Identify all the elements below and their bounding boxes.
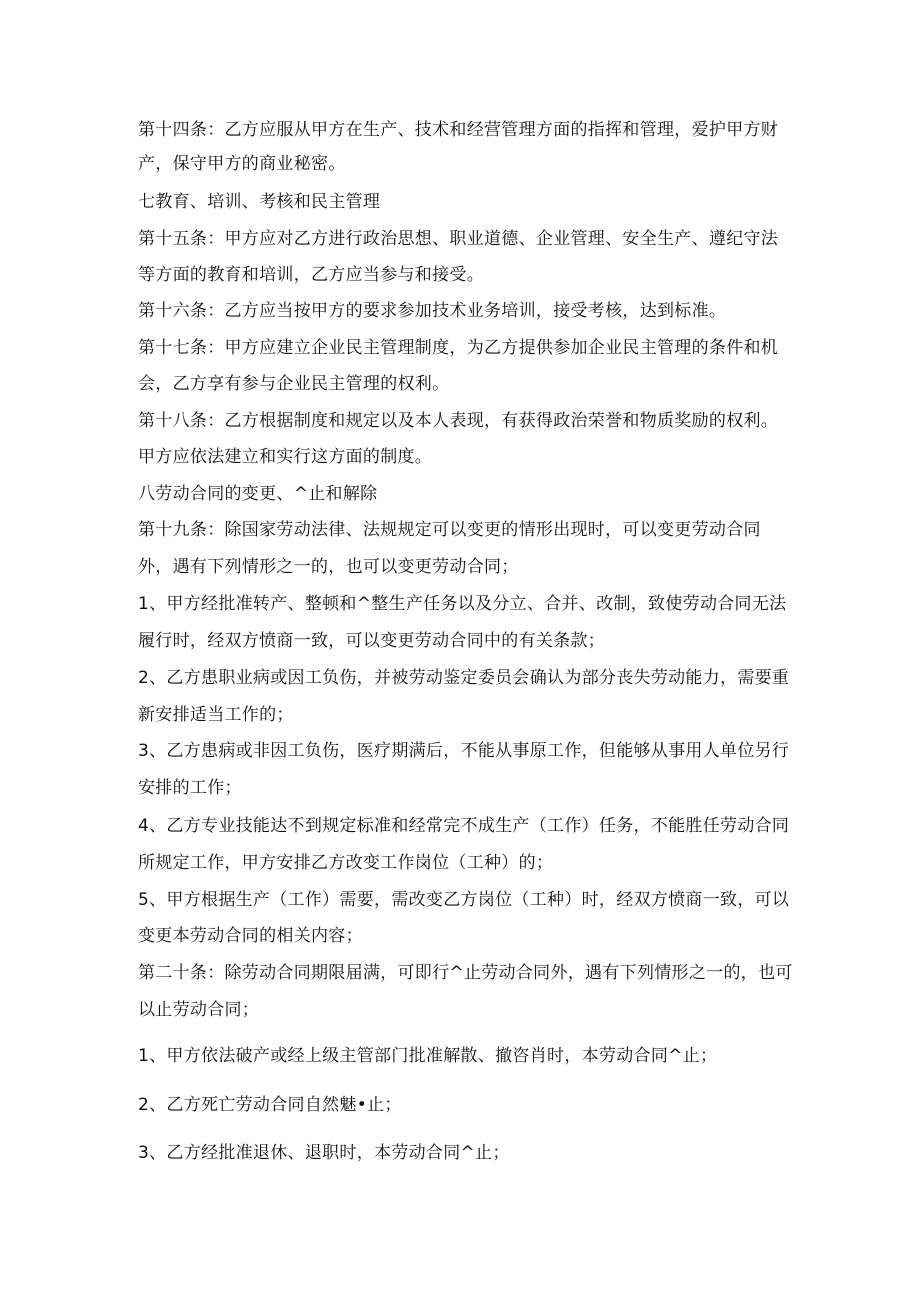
article-14-line-2: 产，保守甲方的商业秘密。: [138, 154, 346, 174]
article-16-line-1: 第十六条：乙方应当按甲方的要求参加技术业务培训，接受考核，达到标准。: [138, 301, 727, 321]
article-20-line-1: 第二十条：除劳动合同期限届满，可即行^止劳动合同外，遇有下列情形之一的，也可: [138, 963, 793, 983]
article-19-item-1-line-1: 1、甲方经批准转产、整顿和^整生产任务以及分立、合并、改制，致使劳动合同无法: [138, 594, 787, 614]
article-20-item-3: 3、乙方经批准退休、退职时，本劳动合同^止；: [138, 1143, 510, 1163]
article-15-line-1: 第十五条：甲方应对乙方进行政治思想、职业道德、企业管理、安全生产、遵纪守法: [138, 229, 779, 249]
article-19-line-2: 外，遇有下列情形之一的，也可以变更劳动合同；: [138, 557, 519, 577]
article-14-line-1: 第十四条：乙方应服从甲方在生产、技术和经营管理方面的指挥和管理，爱护甲方财: [138, 120, 779, 140]
section-heading-7: 七教育、培训、考核和民主管理: [138, 192, 381, 212]
article-19-line-1: 第十九条：除国家劳动法律、法规规定可以变更的情形出现时，可以变更劳动合同: [138, 520, 761, 540]
article-20-item-2: 2、乙方死亡劳动合同自然魅•止；: [138, 1095, 402, 1115]
article-19-item-3-line-2: 安排的工作；: [138, 778, 242, 798]
article-19-item-4-line-1: 4、乙方专业技能达不到规定标准和经常完不成生产（工作）任务，不能胜任劳动合同: [138, 816, 790, 836]
article-19-item-1-line-2: 履行时，经双方愤商一致，可以变更劳动合同中的有关条款；: [138, 631, 606, 651]
article-19-item-2-line-1: 2、乙方患职业病或因工负伤，并被劳动鉴定委员会确认为部分丧失劳动能力，需要重: [138, 668, 790, 688]
article-18-line-1: 第十八条：乙方根据制度和规定以及本人表现，有获得政治荣誉和物质奖励的权利。: [138, 411, 779, 431]
article-19-item-4-line-2: 所规定工作，甲方安排乙方改变工作岗位（工种）的；: [138, 853, 554, 873]
article-20-line-2: 以止劳动合同；: [138, 1000, 260, 1020]
article-15-line-2: 等方面的教育和培训，乙方应当参与和接受。: [138, 265, 484, 285]
article-19-item-5-line-1: 5、甲方根据生产（工作）需要，需改变乙方岗位（工种）时，经双方愤商一致，可以: [138, 890, 790, 910]
article-17-line-2: 会，乙方享有参与企业民主管理的权利。: [138, 374, 450, 394]
article-19-item-2-line-2: 新安排适当工作的；: [138, 705, 294, 725]
article-20-item-1: 1、甲方依法破产或经上级主管部门批准解散、撤咨肖时，本劳动合同^止；: [138, 1046, 718, 1066]
article-17-line-1: 第十七条：甲方应建立企业民主管理制度，为乙方提供参加企业民主管理的条件和机: [138, 338, 779, 358]
section-heading-8: 八劳动合同的变更、^止和解除: [138, 484, 378, 504]
article-19-item-5-line-2: 变更本劳动合同的相关内容；: [138, 926, 363, 946]
article-18-line-2: 甲方应依法建立和实行这方面的制度。: [138, 447, 433, 467]
article-19-item-3-line-1: 3、乙方患病或非因工负伤，医疗期满后，不能从事原工作，但能够从事用人单位另行: [138, 741, 790, 761]
